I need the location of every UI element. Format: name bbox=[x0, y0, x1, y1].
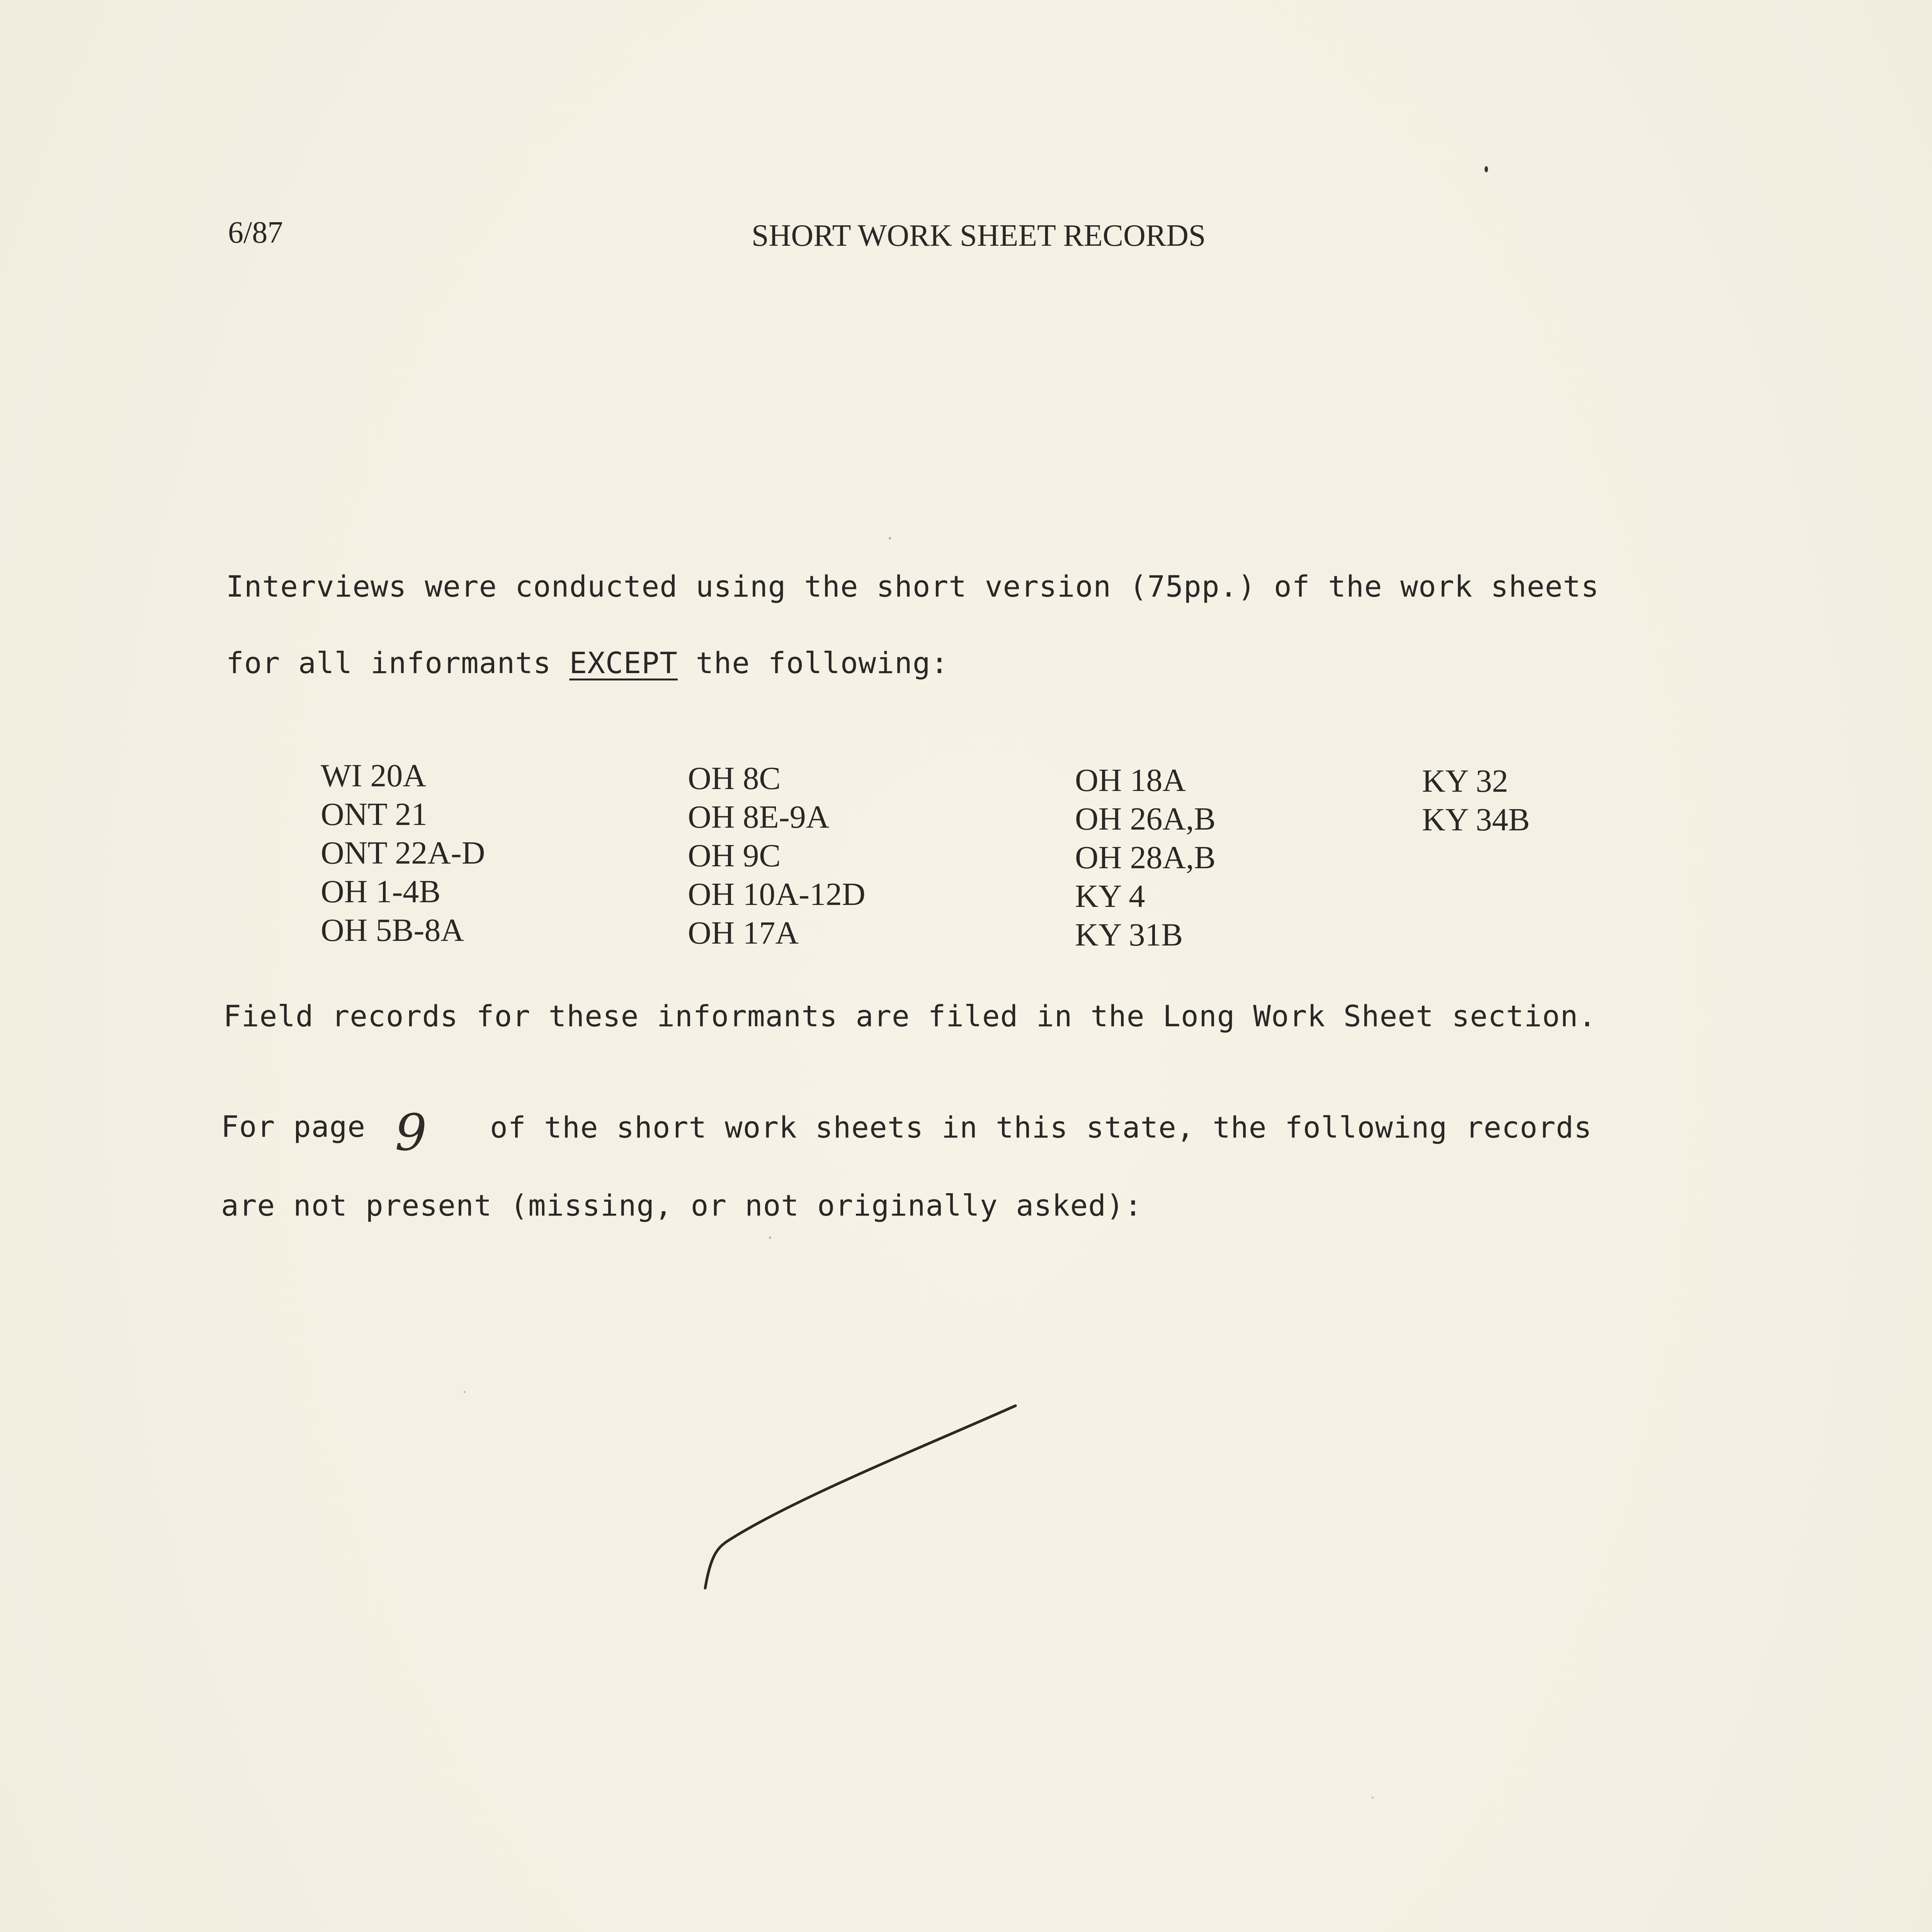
informant-entry: OH 1-4B bbox=[321, 874, 441, 910]
informant-entry: ONT 22A-D bbox=[321, 835, 485, 871]
missing-line-2: are not present (missing, or not originally asked): bbox=[221, 1188, 1143, 1223]
informant-entry: KY 4 bbox=[1075, 878, 1145, 914]
handwritten-page-number: 9 bbox=[395, 1103, 427, 1162]
informant-entry: ONT 21 bbox=[321, 796, 428, 832]
paper-speck bbox=[464, 1391, 466, 1393]
informant-entry: WI 20A bbox=[321, 758, 426, 794]
informant-entry: OH 28A,B bbox=[1075, 840, 1216, 876]
informant-entry: KY 31B bbox=[1075, 917, 1183, 953]
intro-line-2-before: for all informants bbox=[226, 646, 570, 680]
missing-line-1-before: For page bbox=[221, 1109, 366, 1144]
paper-speck bbox=[889, 537, 891, 539]
informant-entry: OH 18A bbox=[1075, 762, 1186, 798]
paper-speck bbox=[1485, 166, 1488, 172]
document-date: 6/87 bbox=[228, 216, 283, 250]
missing-line-1-after: of the short work sheets in this state, the following records bbox=[490, 1110, 1592, 1145]
informant-entry: OH 9C bbox=[688, 838, 781, 874]
informant-entry: OH 8E-9A bbox=[688, 799, 830, 835]
intro-line-2-after: the following: bbox=[677, 646, 949, 680]
field-records-note: Field records for these informants are filed in the Long Work Sheet section. bbox=[223, 999, 1597, 1033]
informant-entry: KY 32 bbox=[1422, 763, 1509, 799]
paper-speck bbox=[1372, 1797, 1374, 1799]
informant-entry: OH 5B-8A bbox=[321, 912, 464, 948]
informant-entry: OH 26A,B bbox=[1075, 801, 1216, 837]
informant-entry: OH 8C bbox=[688, 760, 781, 796]
informant-entry: OH 17A bbox=[688, 915, 799, 951]
intro-line-1: Interviews were conducted using the short version (75pp.) of the work sheets bbox=[226, 569, 1599, 604]
paper-speck bbox=[769, 1236, 771, 1239]
document-title: SHORT WORK SHEET RECORDS bbox=[752, 219, 1206, 253]
except-emphasis: EXCEPT bbox=[569, 646, 678, 680]
informant-entry: OH 10A-12D bbox=[688, 876, 866, 912]
informant-entry: KY 34B bbox=[1422, 802, 1530, 838]
